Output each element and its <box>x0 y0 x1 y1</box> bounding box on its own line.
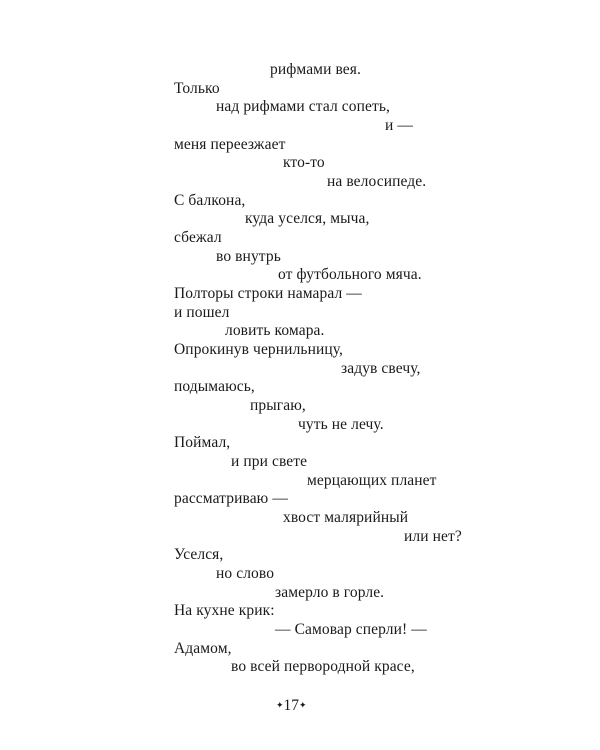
poem-line: Поймал, <box>174 434 231 451</box>
poem-line: сбежал <box>174 229 222 246</box>
ornament-diamond-icon: ✦ <box>276 700 284 710</box>
poem-line: прыгаю, <box>250 397 306 414</box>
poem-line: задув свечу, <box>341 360 421 377</box>
poem-line: замерло в горле. <box>275 584 385 601</box>
poem-line: чуть не лечу. <box>298 416 384 433</box>
poem-line: — Самовар сперли! — <box>275 621 427 638</box>
poem-line: Только <box>174 80 220 97</box>
poem-line: мерцающих планет <box>307 472 437 489</box>
poem-line: над рифмами стал сопеть, <box>216 98 390 115</box>
poem-line: ловить комара. <box>225 322 325 339</box>
poem-line: Адамом, <box>174 640 232 657</box>
page-number: 17 <box>283 697 300 714</box>
poem-line: от футбольного мяча. <box>278 266 422 283</box>
poem-line: подымаюсь, <box>174 378 255 395</box>
poem-line: и при свете <box>231 453 308 470</box>
poem-line: кто-то <box>283 154 325 171</box>
poem-line: Полторы строки намарал — <box>174 285 362 302</box>
poem-line: меня переезжает <box>174 136 286 153</box>
poem-line: рифмами вея. <box>270 61 361 78</box>
poem-line: но слово <box>216 565 275 582</box>
poem-line: рассматриваю — <box>174 490 288 507</box>
page-number-footer <box>276 696 307 715</box>
poem-line: на велосипеде. <box>327 173 427 190</box>
poem-line: хвост малярийный <box>283 509 409 526</box>
ornament-diamond-icon: ✦ <box>299 700 307 710</box>
poem-line: Опрокинув чернильницу, <box>174 341 344 358</box>
poem-line: На кухне крик: <box>174 602 275 619</box>
poem-line: и — <box>385 117 413 134</box>
poem-line: или нет? <box>404 528 462 545</box>
poem-line: во всей первородной красе, <box>231 658 415 675</box>
poem-line: и пошел <box>174 304 230 321</box>
poem-line: Уселся, <box>174 546 224 563</box>
poem-line: С балкона, <box>174 192 246 209</box>
poem-line: во внутрь <box>216 248 281 265</box>
poem-line: куда уселся, мыча, <box>245 210 370 227</box>
